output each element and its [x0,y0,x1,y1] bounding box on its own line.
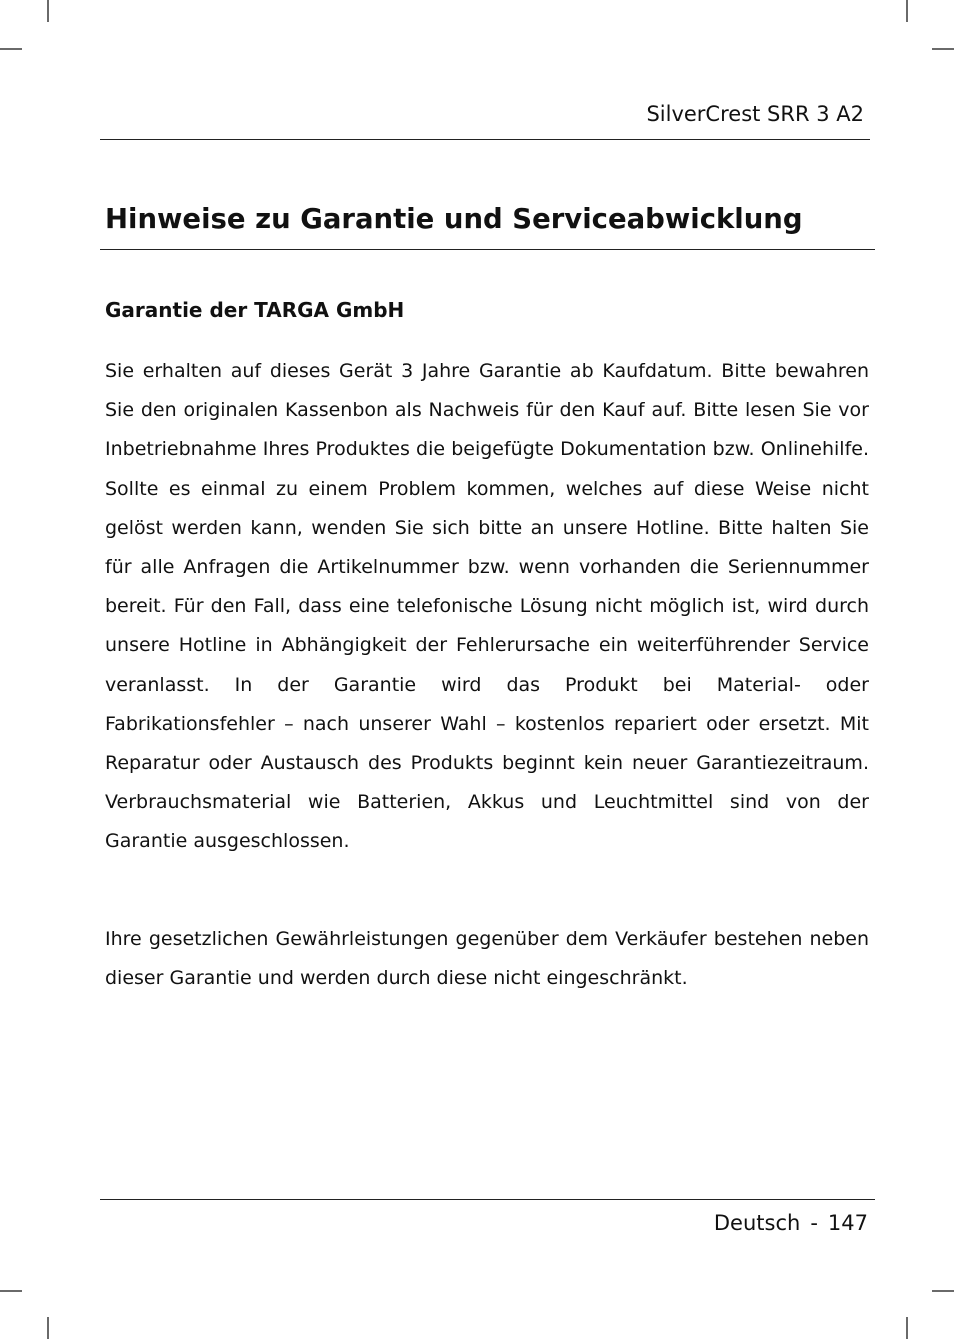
header-rule [100,139,870,140]
title-rule [100,249,875,250]
crop-mark [47,0,49,22]
page-number: 147 [827,1211,868,1235]
footer-separator: - [810,1211,818,1235]
running-header: SilverCrest SRR 3 A2 [646,102,864,126]
crop-mark [906,0,908,22]
crop-mark [0,48,22,50]
footer-language: Deutsch [713,1211,801,1235]
crop-mark [932,48,954,50]
crop-mark [906,1317,908,1339]
warranty-paragraph: Sie erhalten auf dieses Gerät 3 Jahre Garantie ab Kaufdatum. Bitte bewahren Sie den originalen Kassenbon als Nachweis für den Kauf auf. Bitte lesen Sie vor Inbetriebnahme Ihres Produktes die beigefügte Dokumentation bzw. Onlinehilfe. Sollte es einmal zu einem Problem kommen, welches auf diese Weise nicht gelöst werden kann, wenden Sie sich bitte an unsere Hotline. Bitte halten Sie für alle Anfragen die Artikelnummer bzw. wenn vorhanden die Seriennummer bereit. Für den Fall, dass eine telefonische Lösung nicht möglich ist, wird durch unsere Hotline in Abhängigkeit der Fehlerursache ein weiterführender Service veranlasst. In der Garantie wird das Produkt bei Material- oder Fabrikationsfehler – nach unserer Wahl – kostenlos repariert oder ersetzt. Mit Reparatur oder Austausch des Produkts beginnt kein neuer Garantiezeitraum. Verbrauchsmaterial wie Batterien, Akkus und Leuchtmittel sind von der Garantie ausgeschlossen. [105,360,869,853]
crop-mark [47,1317,49,1339]
footer-rule [100,1199,875,1200]
crop-mark [932,1290,954,1292]
crop-mark [0,1290,22,1292]
statutory-rights-paragraph: Ihre gesetzlichen Gewährleistungen gegenüber dem Verkäufer bestehen neben dieser Garantie und werden durch diese nicht eingeschränkt. [105,928,869,990]
section-heading: Garantie der TARGA GmbH [105,298,405,322]
page-footer [714,1208,868,1238]
page-title: Hinweise zu Garantie und Serviceabwicklung [105,203,803,235]
